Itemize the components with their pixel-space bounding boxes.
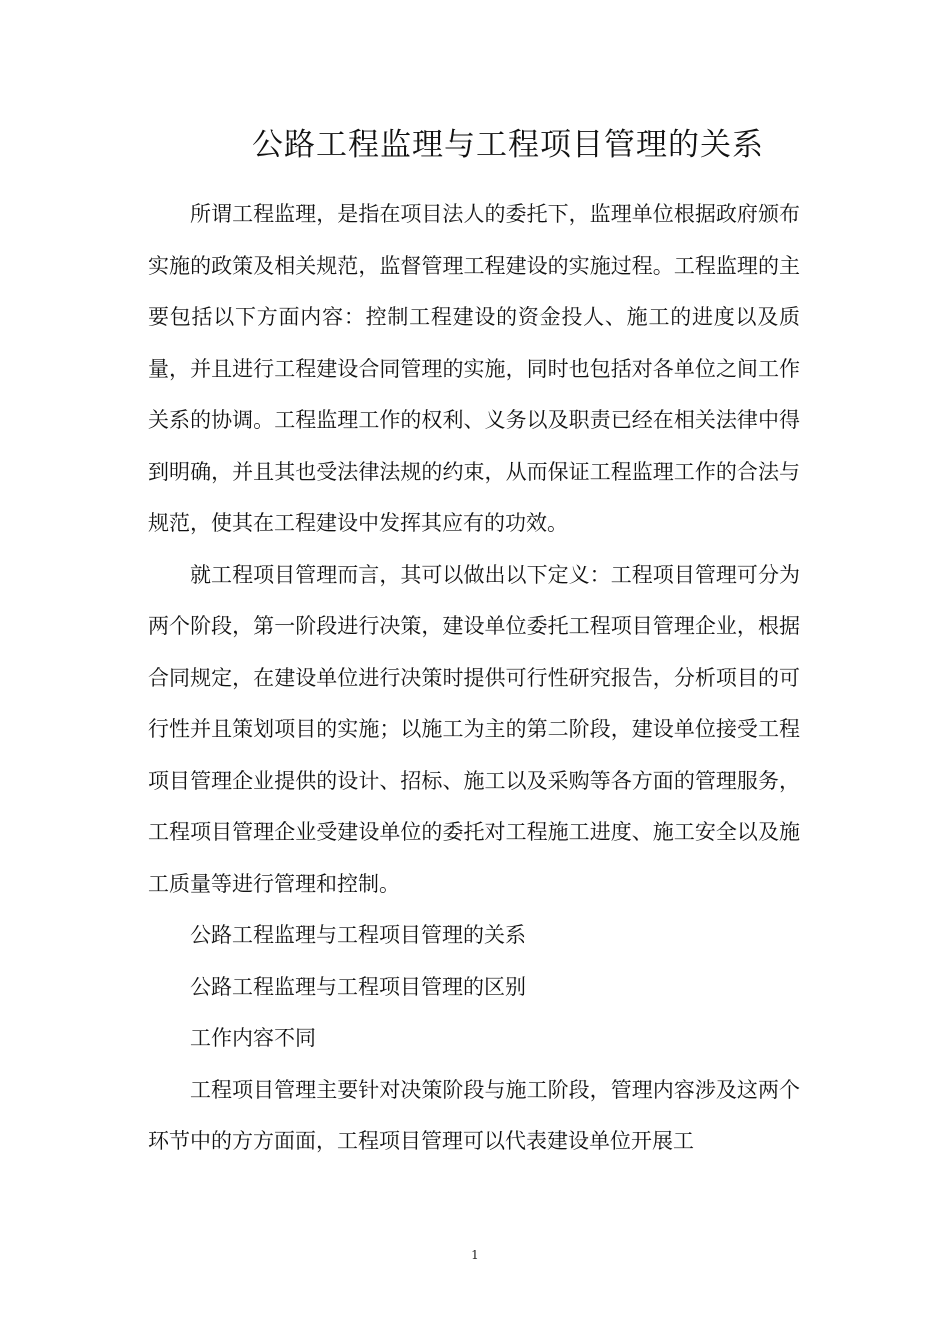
document-body — [148, 189, 800, 1168]
paragraph-project-management-definition: 就工程项目管理而言，其可以做出以下定义：工程项目管理可分为两个阶段，第一阶段进行决策，建设单位委托工程项目管理企业，根据合同规定，在建设单位进行决策时提供可行性研究报告，分析项目的可行性并且策划项目的实施；以施工为主的第二阶段，建设单位接受工程项目管理企业提供的设计、招标、施工以及采购等各方面的管理服务，工程项目管理企业受建设单位的委托对工程施工进度、施工安全以及施工质量等进行管理和控制。 — [148, 562, 800, 896]
section-heading-relationship: 公路工程监理与工程项目管理的关系 — [190, 923, 526, 947]
paragraph-supervision-definition: 所谓工程监理，是指在项目法人的委托下，监理单位根据政府颁布实施的政策及相关规范，监督管理工程建设的实施过程。工程监理的主要包括以下方面内容：控制工程建设的资金投人、施工的进度以及质量，并且进行工程建设合同管理的实施，同时也包括对各单位之间工作关系的协调。工程监理工作的权利、义务以及职责已经在相关法律中得到明确，并且其也受法律法规的约束，从而保证工程监理工作的合法与规范，使其在工程建设中发挥其应有的功效。 — [148, 202, 800, 535]
document-title: 公路工程监理与工程项目管理的关系 — [252, 127, 764, 163]
subsection-heading-work-content: 工作内容不同 — [190, 1026, 316, 1050]
paragraph-work-content: 工程项目管理主要针对决策阶段与施工阶段，管理内容涉及这两个环节中的方方面面，工程项目管理可以代表建设单位开展工 — [148, 1077, 800, 1153]
section-heading-difference: 公路工程监理与工程项目管理的区别 — [190, 974, 526, 999]
page-number: 1 — [471, 1248, 479, 1262]
